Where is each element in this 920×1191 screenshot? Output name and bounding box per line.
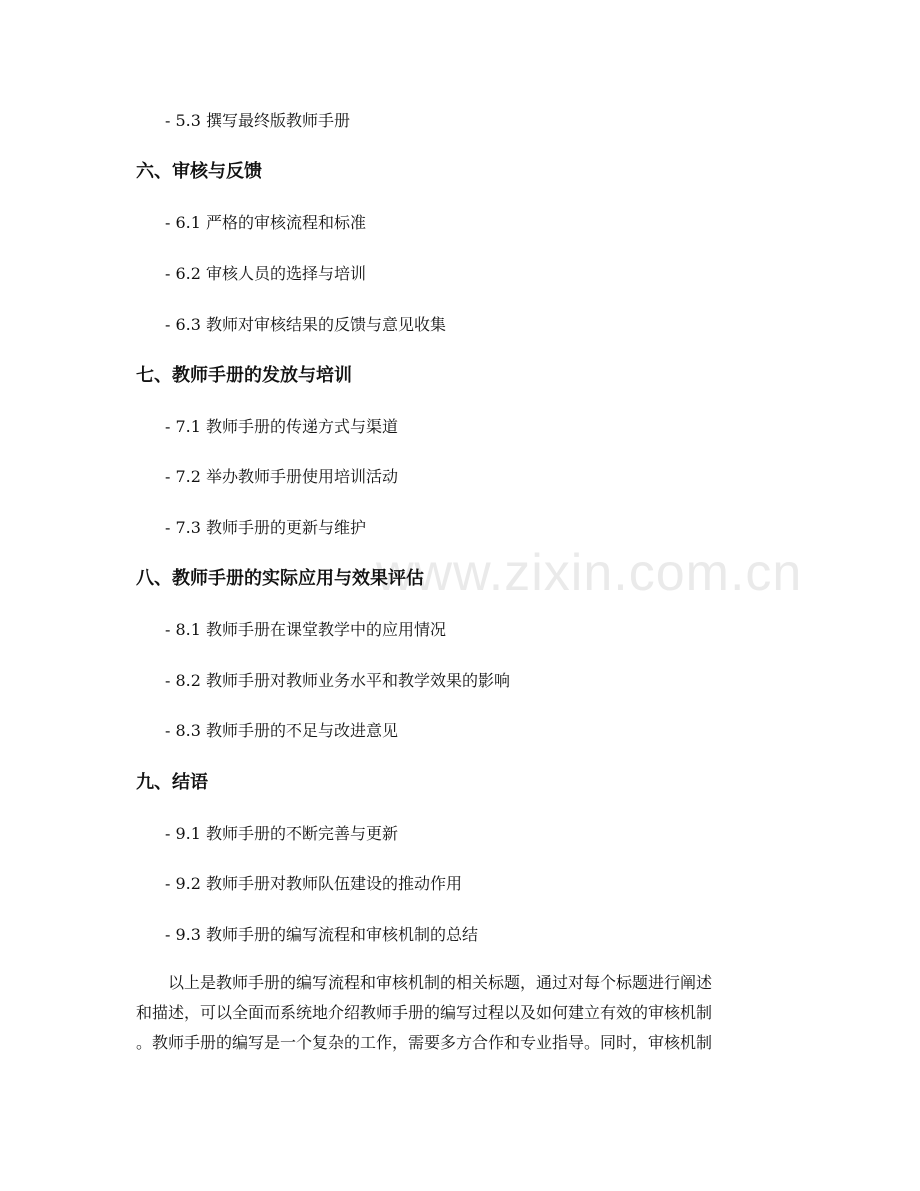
outline-item-7-3: - 7.3 教师手册的更新与维护 (165, 518, 367, 537)
section-heading-7: 七、教师手册的发放与培训 (136, 365, 352, 386)
outline-item-7-1: - 7.1 教师手册的传递方式与渠道 (165, 417, 399, 436)
outline-item-9-1: - 9.1 教师手册的不断完善与更新 (165, 824, 399, 843)
section-heading-8: 八、教师手册的实际应用与效果评估 (136, 568, 424, 589)
outline-item-8-3: - 8.3 教师手册的不足与改进意见 (165, 721, 399, 740)
outline-item-6-3: - 6.3 教师对审核结果的反馈与意见收集 (165, 315, 447, 334)
outline-item-8-1: - 8.1 教师手册在课堂教学中的应用情况 (165, 620, 447, 639)
outline-item-7-2: - 7.2 举办教师手册使用培训活动 (165, 467, 399, 486)
outline-item-6-2: - 6.2 审核人员的选择与培训 (165, 264, 367, 283)
closing-paragraph-line: 。教师手册的编写是一个复杂的工作，需要多方合作和专业指导。同时，审核机制 (136, 1033, 713, 1052)
outline-item-5-3: - 5.3 撰写最终版教师手册 (165, 111, 351, 130)
closing-paragraph-line: 和描述，可以全面而系统地介绍教师手册的编写过程以及如何建立有效的审核机制 (136, 1003, 713, 1022)
section-heading-6: 六、审核与反馈 (136, 161, 262, 182)
watermark: www.zixin.com.cn (376, 544, 803, 602)
section-heading-9: 九、结语 (136, 772, 208, 793)
closing-paragraph-line: 以上是教师手册的编写流程和审核机制的相关标题，通过对每个标题进行阐述 (168, 973, 713, 992)
closing-paragraph (136, 968, 786, 1058)
outline-item-9-2: - 9.2 教师手册对教师队伍建设的推动作用 (165, 874, 463, 893)
outline-item-6-1: - 6.1 严格的审核流程和标准 (165, 213, 367, 232)
outline-item-8-2: - 8.2 教师手册对教师业务水平和教学效果的影响 (165, 671, 511, 690)
outline-item-9-3: - 9.3 教师手册的编写流程和审核机制的总结 (165, 925, 479, 944)
